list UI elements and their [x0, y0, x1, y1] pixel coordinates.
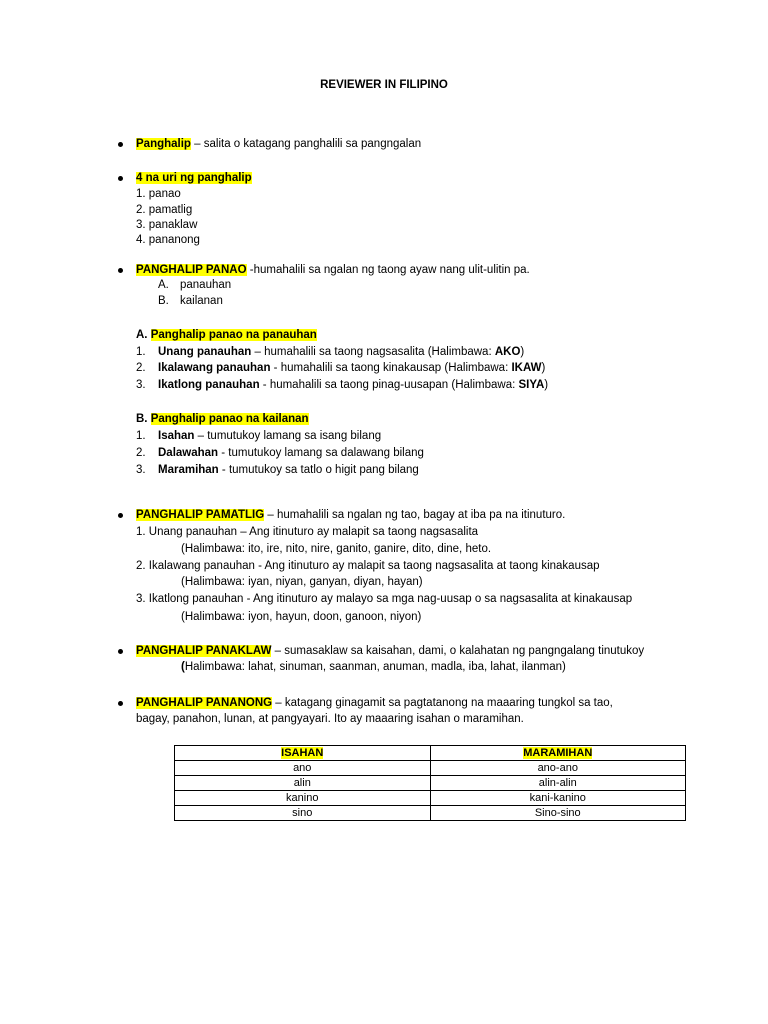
bullet-icon — [118, 268, 123, 273]
list-item: 2. Dalawahan - tumutukoy lamang sa dalawang bilang — [136, 447, 424, 459]
list-item: 1. Unang panauhan – Ang itinuturo ay malapit sa taong nagsasalita — [136, 526, 479, 538]
subsection-heading-kailanan: B. Panghalip panao na kailanan — [136, 413, 309, 425]
column-header: MARAMIHAN — [430, 746, 686, 761]
bullet-icon — [118, 176, 123, 181]
table-row — [175, 776, 686, 791]
section-heading-uri: 4 na uri ng panghalip — [136, 172, 252, 184]
list-item: 4. pananong — [136, 234, 200, 246]
bullet-icon — [118, 513, 123, 518]
bullet-icon — [118, 701, 123, 706]
table-cell: kanino — [175, 791, 431, 806]
definition-continuation: bagay, panahon, lunan, at pangyayari. Ito ay maaaring isahan o maramihan. — [136, 713, 524, 725]
list-item: 3. Ikatlong panauhan - Ang itinuturo ay malayo sa mga nag-uusap o sa nagsasalita at kinakausap — [136, 593, 633, 605]
list-item: 2. Ikalawang panauhan - humahalili sa taong kinakausap (Halimbawa: IKAW) — [136, 362, 546, 374]
list-item: 3. Ikatlong panauhan - humahalili sa taong pinag-uusapan (Halimbawa: SIYA) — [136, 379, 549, 391]
table-cell: ano-ano — [430, 761, 686, 776]
list-item: 2. pamatlig — [136, 204, 193, 216]
table-cell: kani-kanino — [430, 791, 686, 806]
example-line: (Halimbawa: lahat, sinuman, saanman, anuman, madla, iba, lahat, ilanman) — [181, 661, 566, 673]
example-line: (Halimbawa: iyan, niyan, ganyan, diyan, hayan) — [181, 576, 423, 588]
definition-pananong: PANGHALIP PANANONG – katagang ginagamit sa pagtatanong na maaaring tungkol sa tao, — [136, 697, 613, 709]
term-panaklaw: PANGHALIP PANAKLAW — [136, 645, 272, 657]
term-pananong: PANGHALIP PANANONG — [136, 697, 273, 709]
bullet-icon — [118, 142, 123, 147]
table-cell: ano — [175, 761, 431, 776]
example-line: (Halimbawa: iyon, hayun, doon, ganoon, niyon) — [181, 611, 422, 623]
pronoun-table — [174, 745, 686, 821]
definition-panghalip — [136, 136, 421, 152]
list-item: 2. Ikalawang panauhan - Ang itinuturo ay malapit sa taong nagsasalita at taong kinakausap — [136, 560, 600, 572]
list-item: 1. Isahan – tumutukoy lamang sa isang bilang — [136, 430, 382, 442]
definition-text: – salita o katagang panghalili sa pangngalan — [190, 138, 422, 150]
definition-panaklaw: PANGHALIP PANAKLAW – sumasaklaw sa kaisahan, dami, o kalahatan ng pangngalang tinutukoy — [136, 645, 645, 657]
table-cell: sino — [175, 806, 431, 821]
table-header-row — [175, 746, 686, 761]
list-item: A. panauhan — [158, 279, 232, 291]
document-title: REVIEWER IN FILIPINO — [320, 79, 448, 91]
term-pamatlig: PANGHALIP PAMATLIG — [136, 509, 265, 521]
example-line: (Halimbawa: ito, ire, nito, nire, ganito, ganire, dito, dine, heto. — [181, 543, 492, 555]
list-item: 1. Unang panauhan – humahalili sa taong nagsasalita (Halimbawa: AKO) — [136, 346, 525, 358]
column-header: ISAHAN — [175, 746, 431, 761]
list-item: 1. panao — [136, 188, 181, 200]
list-item: B. kailanan — [158, 295, 223, 307]
definition-panao: PANGHALIP PANAO -humahalili sa ngalan ng taong ayaw nang ulit-ulitin pa. — [136, 264, 530, 276]
table-cell: Sino-sino — [430, 806, 686, 821]
definition-pamatlig: PANGHALIP PAMATLIG – humahalili sa ngalan ng tao, bagay at iba pa na itinuturo. — [136, 509, 566, 521]
subsection-heading-panauhan: A. Panghalip panao na panauhan — [136, 329, 317, 341]
list-item: 3. Maramihan - tumutukoy sa tatlo o higit pang bilang — [136, 464, 419, 476]
list-item: 3. panaklaw — [136, 219, 198, 231]
term-panao: PANGHALIP PANAO — [136, 264, 247, 276]
table-row — [175, 806, 686, 821]
bullet-icon — [118, 649, 123, 654]
term-panghalip: Panghalip — [136, 138, 191, 150]
table-cell: alin-alin — [430, 776, 686, 791]
table-row — [175, 761, 686, 776]
table-row — [175, 791, 686, 806]
table-cell: alin — [175, 776, 431, 791]
